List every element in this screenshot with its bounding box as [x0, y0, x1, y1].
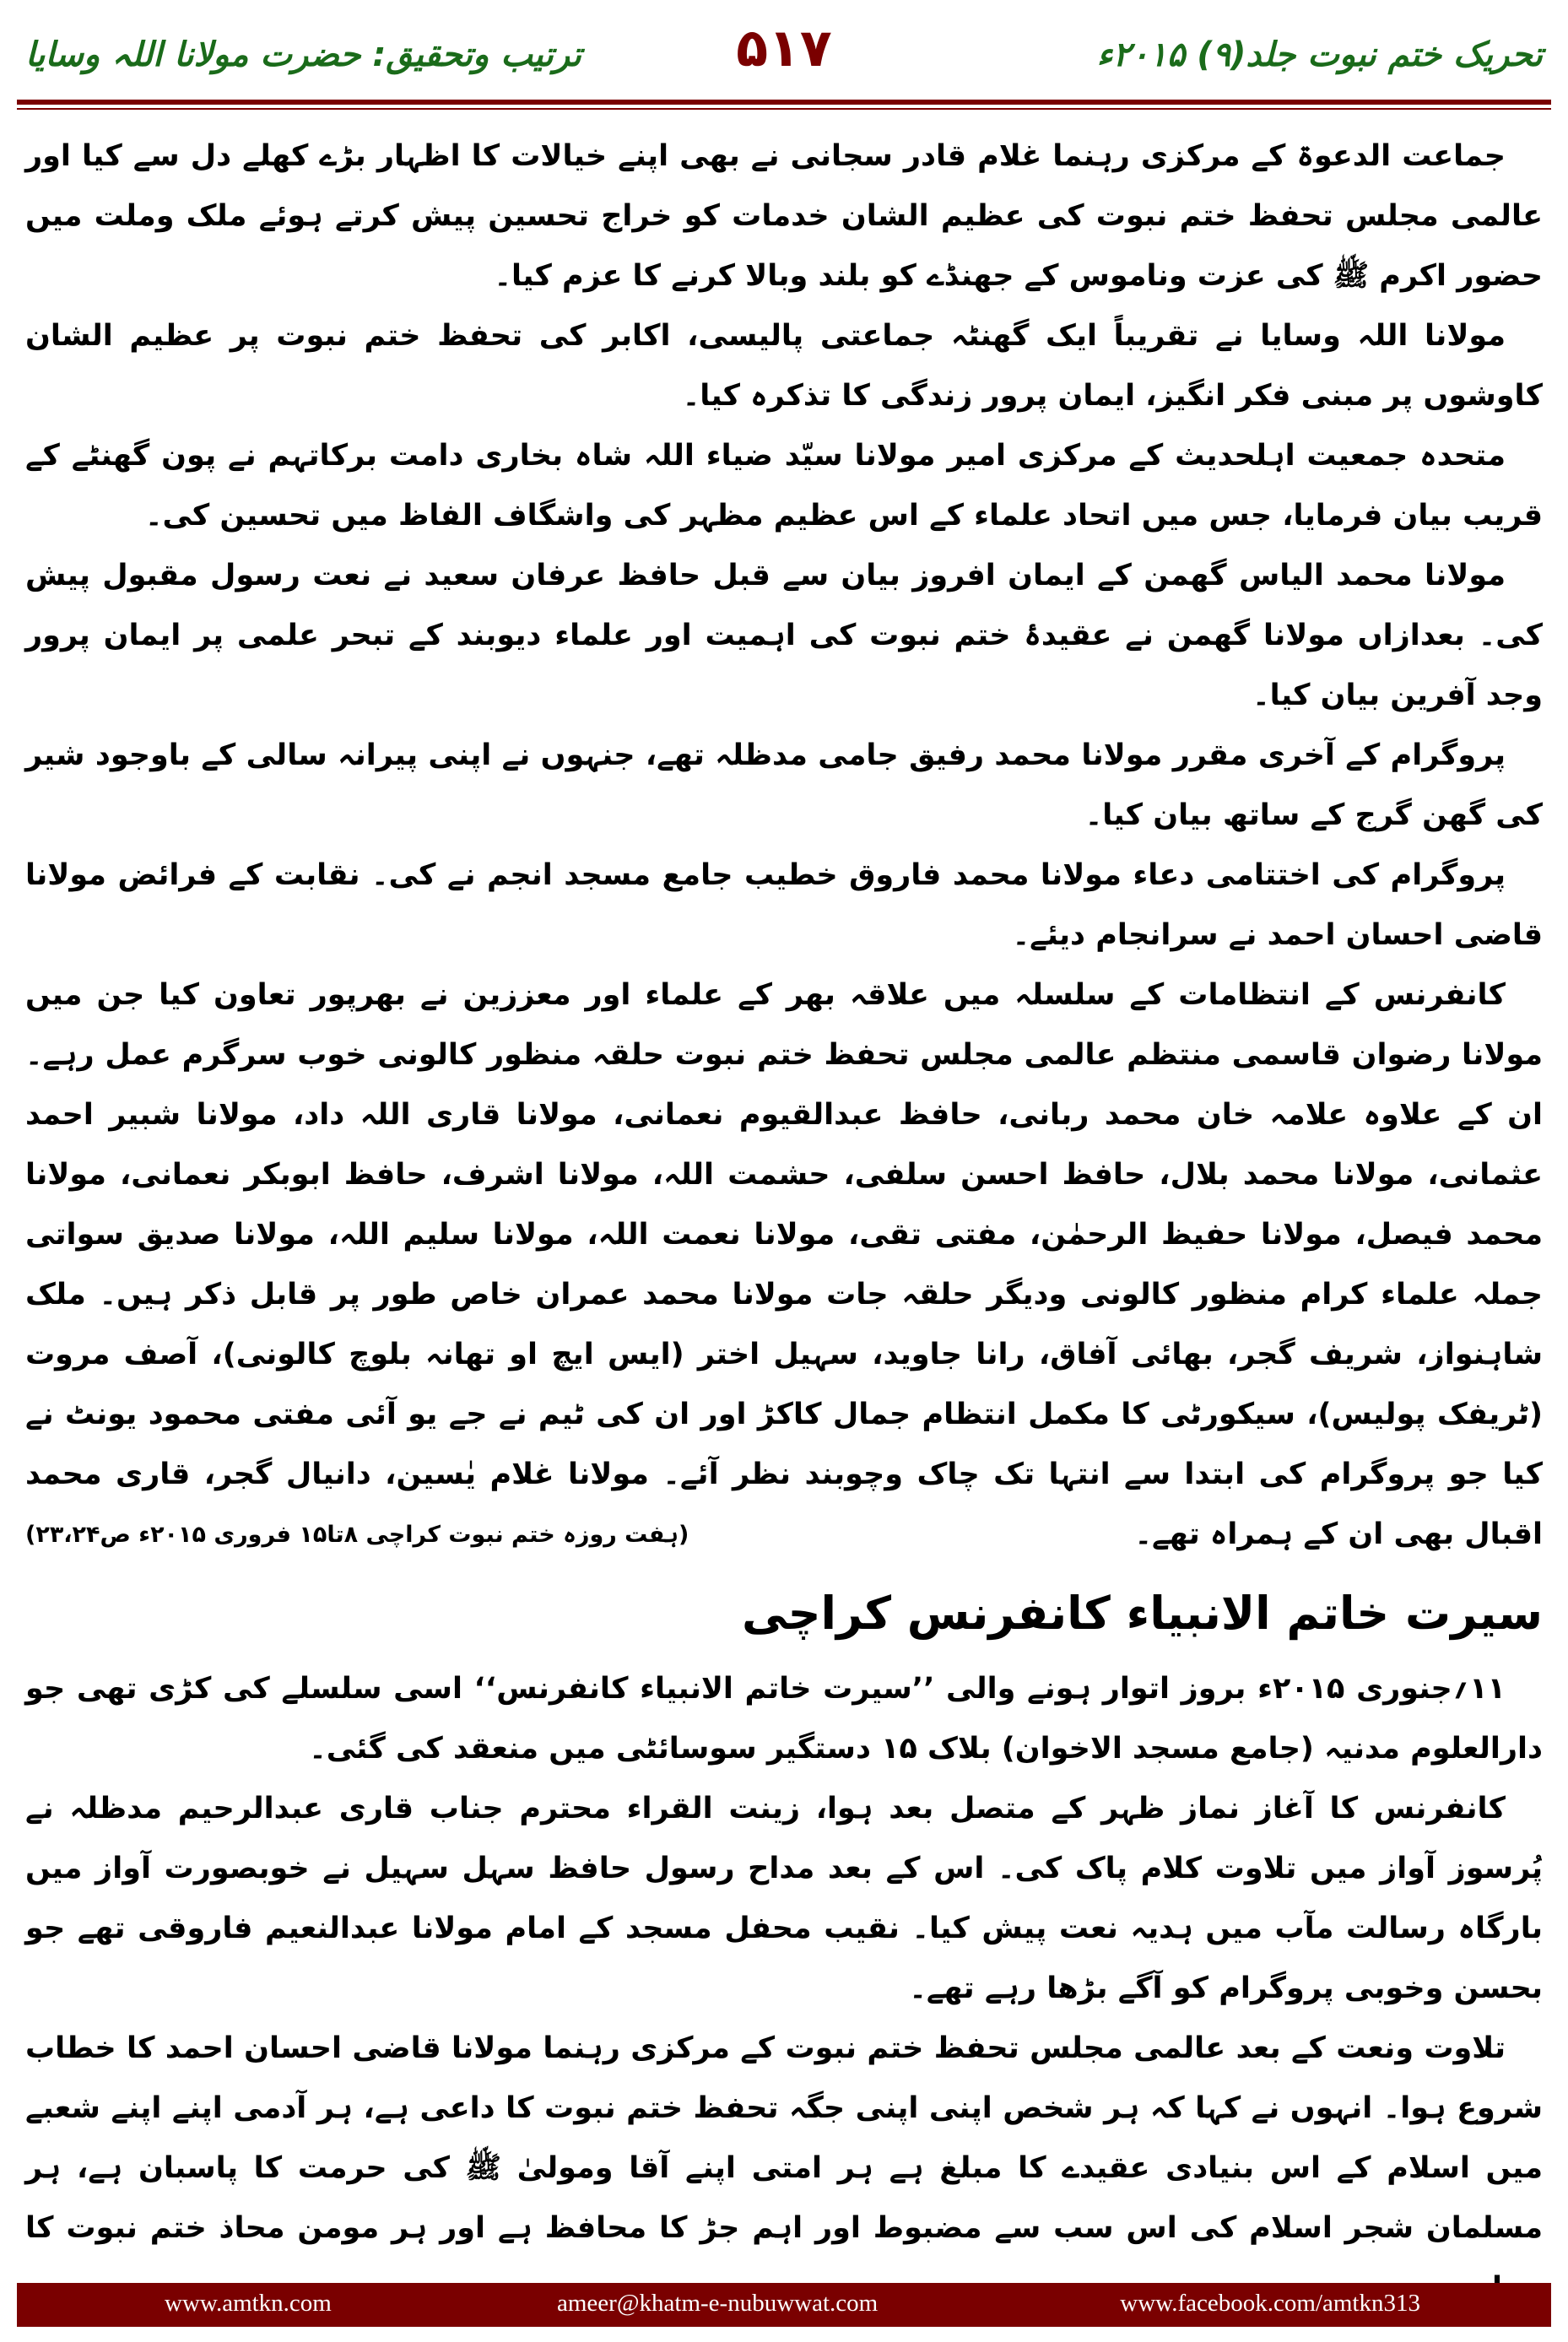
compiler-credit: ترتیب وتحقیق: حضرت مولانا اللہ وسایا: [25, 35, 581, 74]
paragraph: [25, 965, 1543, 1565]
page-number: ۵۱۷: [736, 17, 832, 78]
source-citation: (ہفت روزہ ختم نبوت کراچی ۸تا۱۵ فروری ۲۰۱۵ء ص۲۳،۲۴): [25, 1522, 689, 1548]
page-header: [17, 17, 1551, 93]
paragraph: کانفرنس کا آغاز نماز ظہر کے متصل بعد ہوا، زینت القراء محترم جناب قاری عبدالرحیم مدظلہ نے پُرسوز آواز میں تلاوت کلام پاک کی۔ اس کے بعد مداح رسول حافظ سہل سہیل نے خوبصورت آواز میں بارگاہ رسالت مآب میں ہدیہ نعت پیش کیا۔ نقیب محفل مسجد کے امام مولانا عبدالنعیم فاروقی تھے جو بحسن وخوبی پروگرام کو آگے بڑھا رہے تھے۔: [25, 1792, 1543, 2005]
paragraph: پروگرام کی اختتامی دعاء مولانا محمد فاروق خطیب جامع مسجد انجم نے کی۔ نقابت کے فرائض مولانا قاضی احسان احمد نے سرانجام دیئے۔: [25, 858, 1543, 952]
page-footer: [17, 2283, 1551, 2327]
page-body: [25, 127, 1543, 2245]
paragraph: جماعت الدعوۃ کے مرکزی رہنما غلام قادر سجانی نے بھی اپنے خیالات کا اظہار بڑے کھلے دل سے کیا اور عالمی مجلس تحفظ ختم نبوت کی عظیم الشان خدمات کو خراج تحسین پیش کرتے ہوئے ملک وملت میں حضور اکرم ﷺ کی عزت وناموس کے جھنڈے کو بلند وبالا کرنے کا عزم کیا۔: [25, 139, 1543, 293]
header-divider-thin: [17, 108, 1551, 110]
paragraph: ۱۱؍جنوری ۲۰۱۵ء بروز اتوار ہونے والی ’’سیرت خاتم الانبیاء کانفرنس‘‘ اسی سلسلے کی کڑی تھی جو دارالعلوم مدنیہ (جامع مسجد الاخوان) بلاک ۱۵ دستگیر سوسائٹی میں منعقد کی گئی۔: [25, 1672, 1543, 1766]
paragraph-text: کانفرنس کے انتظامات کے سلسلہ میں علاقہ بھر کے علماء اور معززین نے بھرپور تعاون کیا جن میں مولانا رضوان قاسمی منتظم عالمی مجلس تحفظ ختم نبوت حلقہ منظور کالونی خوب سرگرم عمل رہے۔ ان کے علاوہ علامہ خان محمد ربانی، حافظ عبدالقیوم نعمانی، مولانا قاری اللہ داد، مولانا شبیر احمد عثمانی، مولانا محمد بلال، حافظ احسن سلفی، حشمت اللہ، مولانا اشرف، حافظ ابوبکر نعمانی، مولانا محمد فیصل، مولانا حفیظ الرحمٰن، مفتی تقی، مولانا نعمت اللہ، مولانا سلیم اللہ، مولانا صدیق سواتی جملہ علماء کرام منظور کالونی ودیگر حلقہ جات مولانا محمد عمران خاص طور پر قابل ذکر ہیں۔ ملک شاہنواز، شریف گجر، بھائی آفاق، رانا جاوید، سہیل اختر (ایس ایچ او تھانہ بلوچ کالونی)، آصف مروت (ٹریفک پولیس)، سیکورٹی کا مکمل انتظام جمال کاکڑ اور ان کی ٹیم نے جے یو آئی مفتی محمود یونٹ نے کیا جو پروگرام کی ابتدا سے انتہا تک چاک وچوبند نظر آئے۔ مولانا غلام یٰسین، دانیال گجر، قاری محمد اقبال بھی ان کے ہمراہ تھے۔: [25, 978, 1543, 1551]
paragraph: مولانا محمد الیاس گھمن کے ایمان افروز بیان سے قبل حافظ عرفان سعید نے نعت رسول مقبول پیش کی۔ بعدازاں مولانا گھمن نے عقیدۂ ختم نبوت کی اہمیت اور علماء دیوبند کے تبحر علمی پر ایمان پرور وجد آفرین بیان کیا۔: [25, 559, 1543, 712]
header-divider: [17, 100, 1551, 105]
paragraph: تلاوت ونعت کے بعد عالمی مجلس تحفظ ختم نبوت کے مرکزی رہنما مولانا قاضی احسان احمد کا خطاب شروع ہوا۔ انہوں نے کہا کہ ہر شخص اپنی اپنی جگہ تحفظ ختم نبوت کا داعی ہے، ہر آدمی اپنے اپنے شعبے میں اسلام کے اس بنیادی عقیدے کا مبلغ ہے ہر امتی اپنے آقا ومولیٰ ﷺ کی حرمت کا پاسبان ہے، ہر مسلمان شجر اسلام کی اس سب سے مضبوط اور اہم جڑ کا محافظ ہے اور ہر مومن محاذ ختم نبوت کا: [25, 2031, 1543, 2245]
book-title: تحریک ختم نبوت جلد(۹) ۲۰۱۵ء: [1096, 35, 1543, 74]
paragraph: پروگرام کے آخری مقرر مولانا محمد رفیق جامی مدظلہ تھے، جنہوں نے اپنی پیرانہ سالی کے باوجود شیر کی گھن گرج کے ساتھ بیان کیا۔: [25, 738, 1543, 832]
facebook-link[interactable]: www.facebook.com/amtkn313: [1120, 2290, 1420, 2317]
section-heading: سیرت خاتم الانبیاء کانفرنس کراچی: [741, 1587, 1543, 1640]
paragraph: متحدہ جمعیت اہلحدیث کے مرکزی امیر مولانا سیّد ضیاء اللہ شاہ بخاری دامت برکاتہم نے پون گھنٹے کے قریب بیان فرمایا، جس میں اتحاد علماء کے اس عظیم مظہر کی واشگاف الفاظ میں تحسین کی۔: [25, 439, 1543, 533]
email-link[interactable]: ameer@khatm-e-nubuwwat.com: [557, 2290, 879, 2317]
paragraph: مولانا اللہ وسایا نے تقریباً ایک گھنٹہ جماعتی پالیسی، اکابر کی تحفظ ختم نبوت پر عظیم الشان کاوشوں پر مبنی فکر انگیز، ایمان پرور زندگی کا تذکرہ کیا۔: [25, 319, 1543, 413]
website-link[interactable]: www.amtkn.com: [165, 2290, 332, 2317]
